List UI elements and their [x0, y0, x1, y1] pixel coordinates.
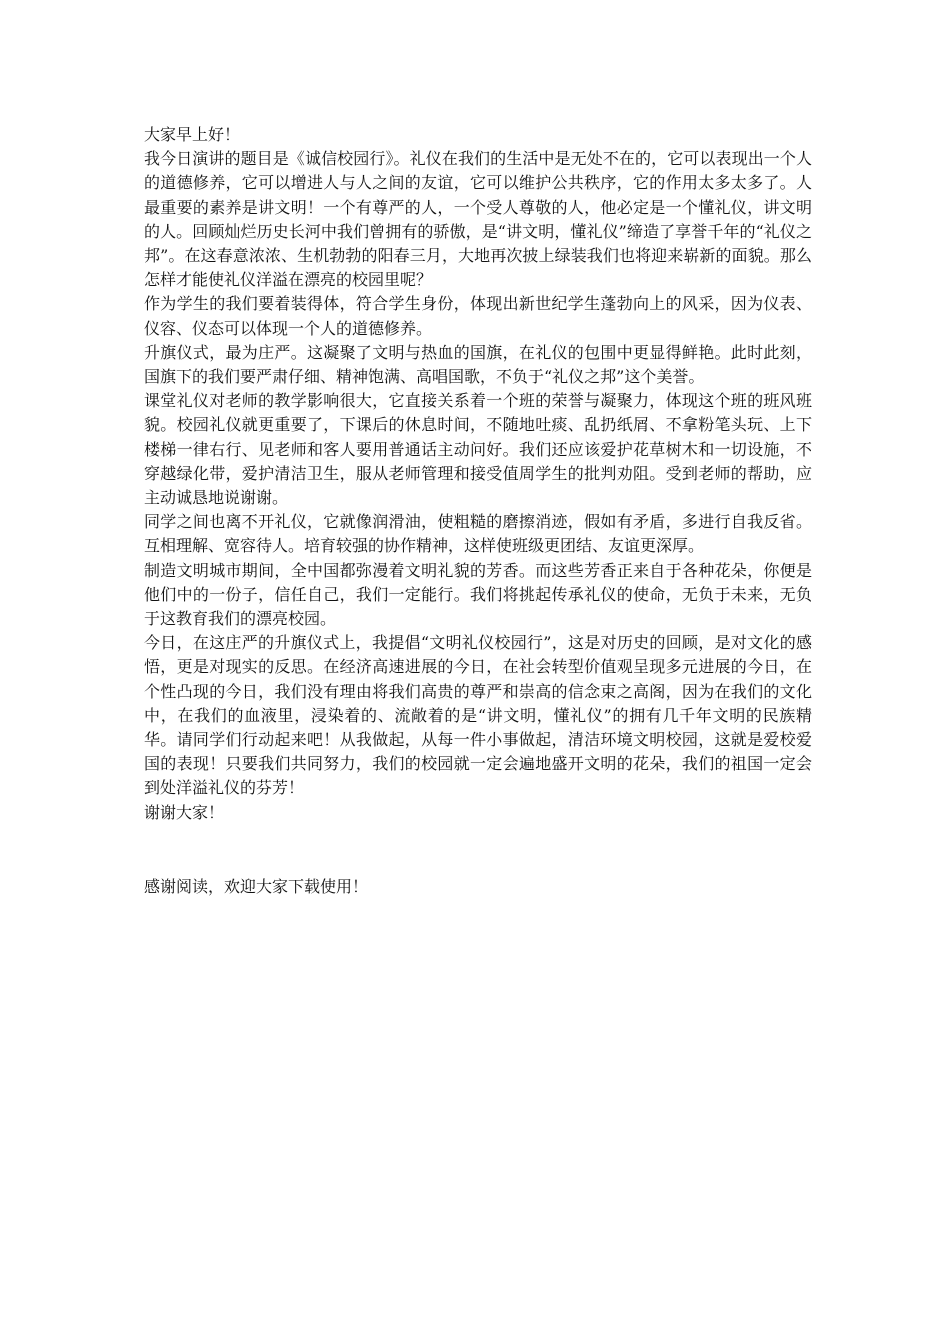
speech-body [144, 123, 812, 899]
blank-space [144, 825, 812, 875]
greeting-line: 大家早上好！ [144, 125, 241, 144]
paragraph-7: 今日，在这庄严的升旗仪式上，我提倡“文明礼仪校园行”，这是对历史的回顾，是对文化的感悟，更是对现实的反思。在经济高速进展的今日，在社会转型价值观呈现多元进展的今日，在个性凸现的今日，我们没有理由将我们高贵的尊严和崇高的信念束之高阁，因为在我们的文化中，在我们的血液里，浸染着的、流敞着的是“讲文明，懂礼仪”的拥有几千年文明的民族精华。请同学们行动起来吧！从我做起，从每一件小事做起，清洁环境文明校园，这就是爱校爱国的表现！只要我们共同努力，我们的校园就一定会遍地盛开文明的花朵，我们的祖国一定会到处洋溢礼仪的芬芳！ [144, 633, 812, 798]
paragraph-1: 我今日演讲的题目是《诚信校园行》。礼仪在我们的生活中是无处不在的，它可以表现出一个人的道德修养，它可以增进人与人之间的友谊，它可以维护公共秩序，它的作用太多太多了。人最重要的素养是讲文明！一个有尊严的人，一个受人尊敬的人，他必定是一个懂礼仪，讲文明的人。回顾灿烂历史长河中我们曾拥有的骄傲，是“讲文明，懂礼仪”缔造了享誉千年的“礼仪之邦”。在这春意浓浓、生机勃勃的阳春三月，大地再次披上绿装我们也将迎来崭新的面貌。那么怎样才能使礼仪洋溢在漂亮的校园里呢？ [144, 149, 812, 290]
footer-note: 感谢阅读，欢迎大家下载使用！ [144, 876, 369, 896]
paragraph-3: 升旗仪式，最为庄严。这凝聚了文明与热血的国旗，在礼仪的包围中更显得鲜艳。此时此刻，国旗下的我们要严肃仔细、精神饱满、高唱国歌，不负于“礼仪之邦”这个美誉。 [144, 342, 812, 387]
paragraph-5: 同学之间也离不开礼仪，它就像润滑油，使粗糙的磨擦消迹，假如有矛盾，多进行自我反省。互相理解、宽容待人。培育较强的协作精神，这样使班级更团结、友谊更深厚。 [144, 512, 812, 556]
paragraph-6: 制造文明城市期间，全中国都弥漫着文明礼貌的芳香。而这些芳香正来自于各种花朵，你便是他们中的一份子，信任自己，我们一定能行。我们将挑起传承礼仪的使命，无负于未来，无负于这教育我们的漂亮校园。 [144, 560, 812, 629]
closing-line: 谢谢大家！ [144, 802, 225, 822]
paragraph-4: 课堂礼仪对老师的教学影响很大，它直接关系着一个班的荣誉与凝聚力，体现这个班的班风班貌。校园礼仪就更重要了，下课后的休息时间，不随地吐痰、乱扔纸屑、不拿粉笔头玩、上下楼梯一律右行、见老师和客人要用普通话主动问好。我们还应该爱护花草树木和一切设施，不穿越绿化带，爱护清洁卫生，服从老师管理和接受值周学生的批判劝阻。受到老师的帮助，应主动诚恳地说谢谢。 [144, 391, 812, 508]
paragraph-2: 作为学生的我们要着装得体，符合学生身份，体现出新世纪学生蓬勃向上的风采，因为仪表、仪容、仪态可以体现一个人的道德修养。 [144, 294, 812, 338]
